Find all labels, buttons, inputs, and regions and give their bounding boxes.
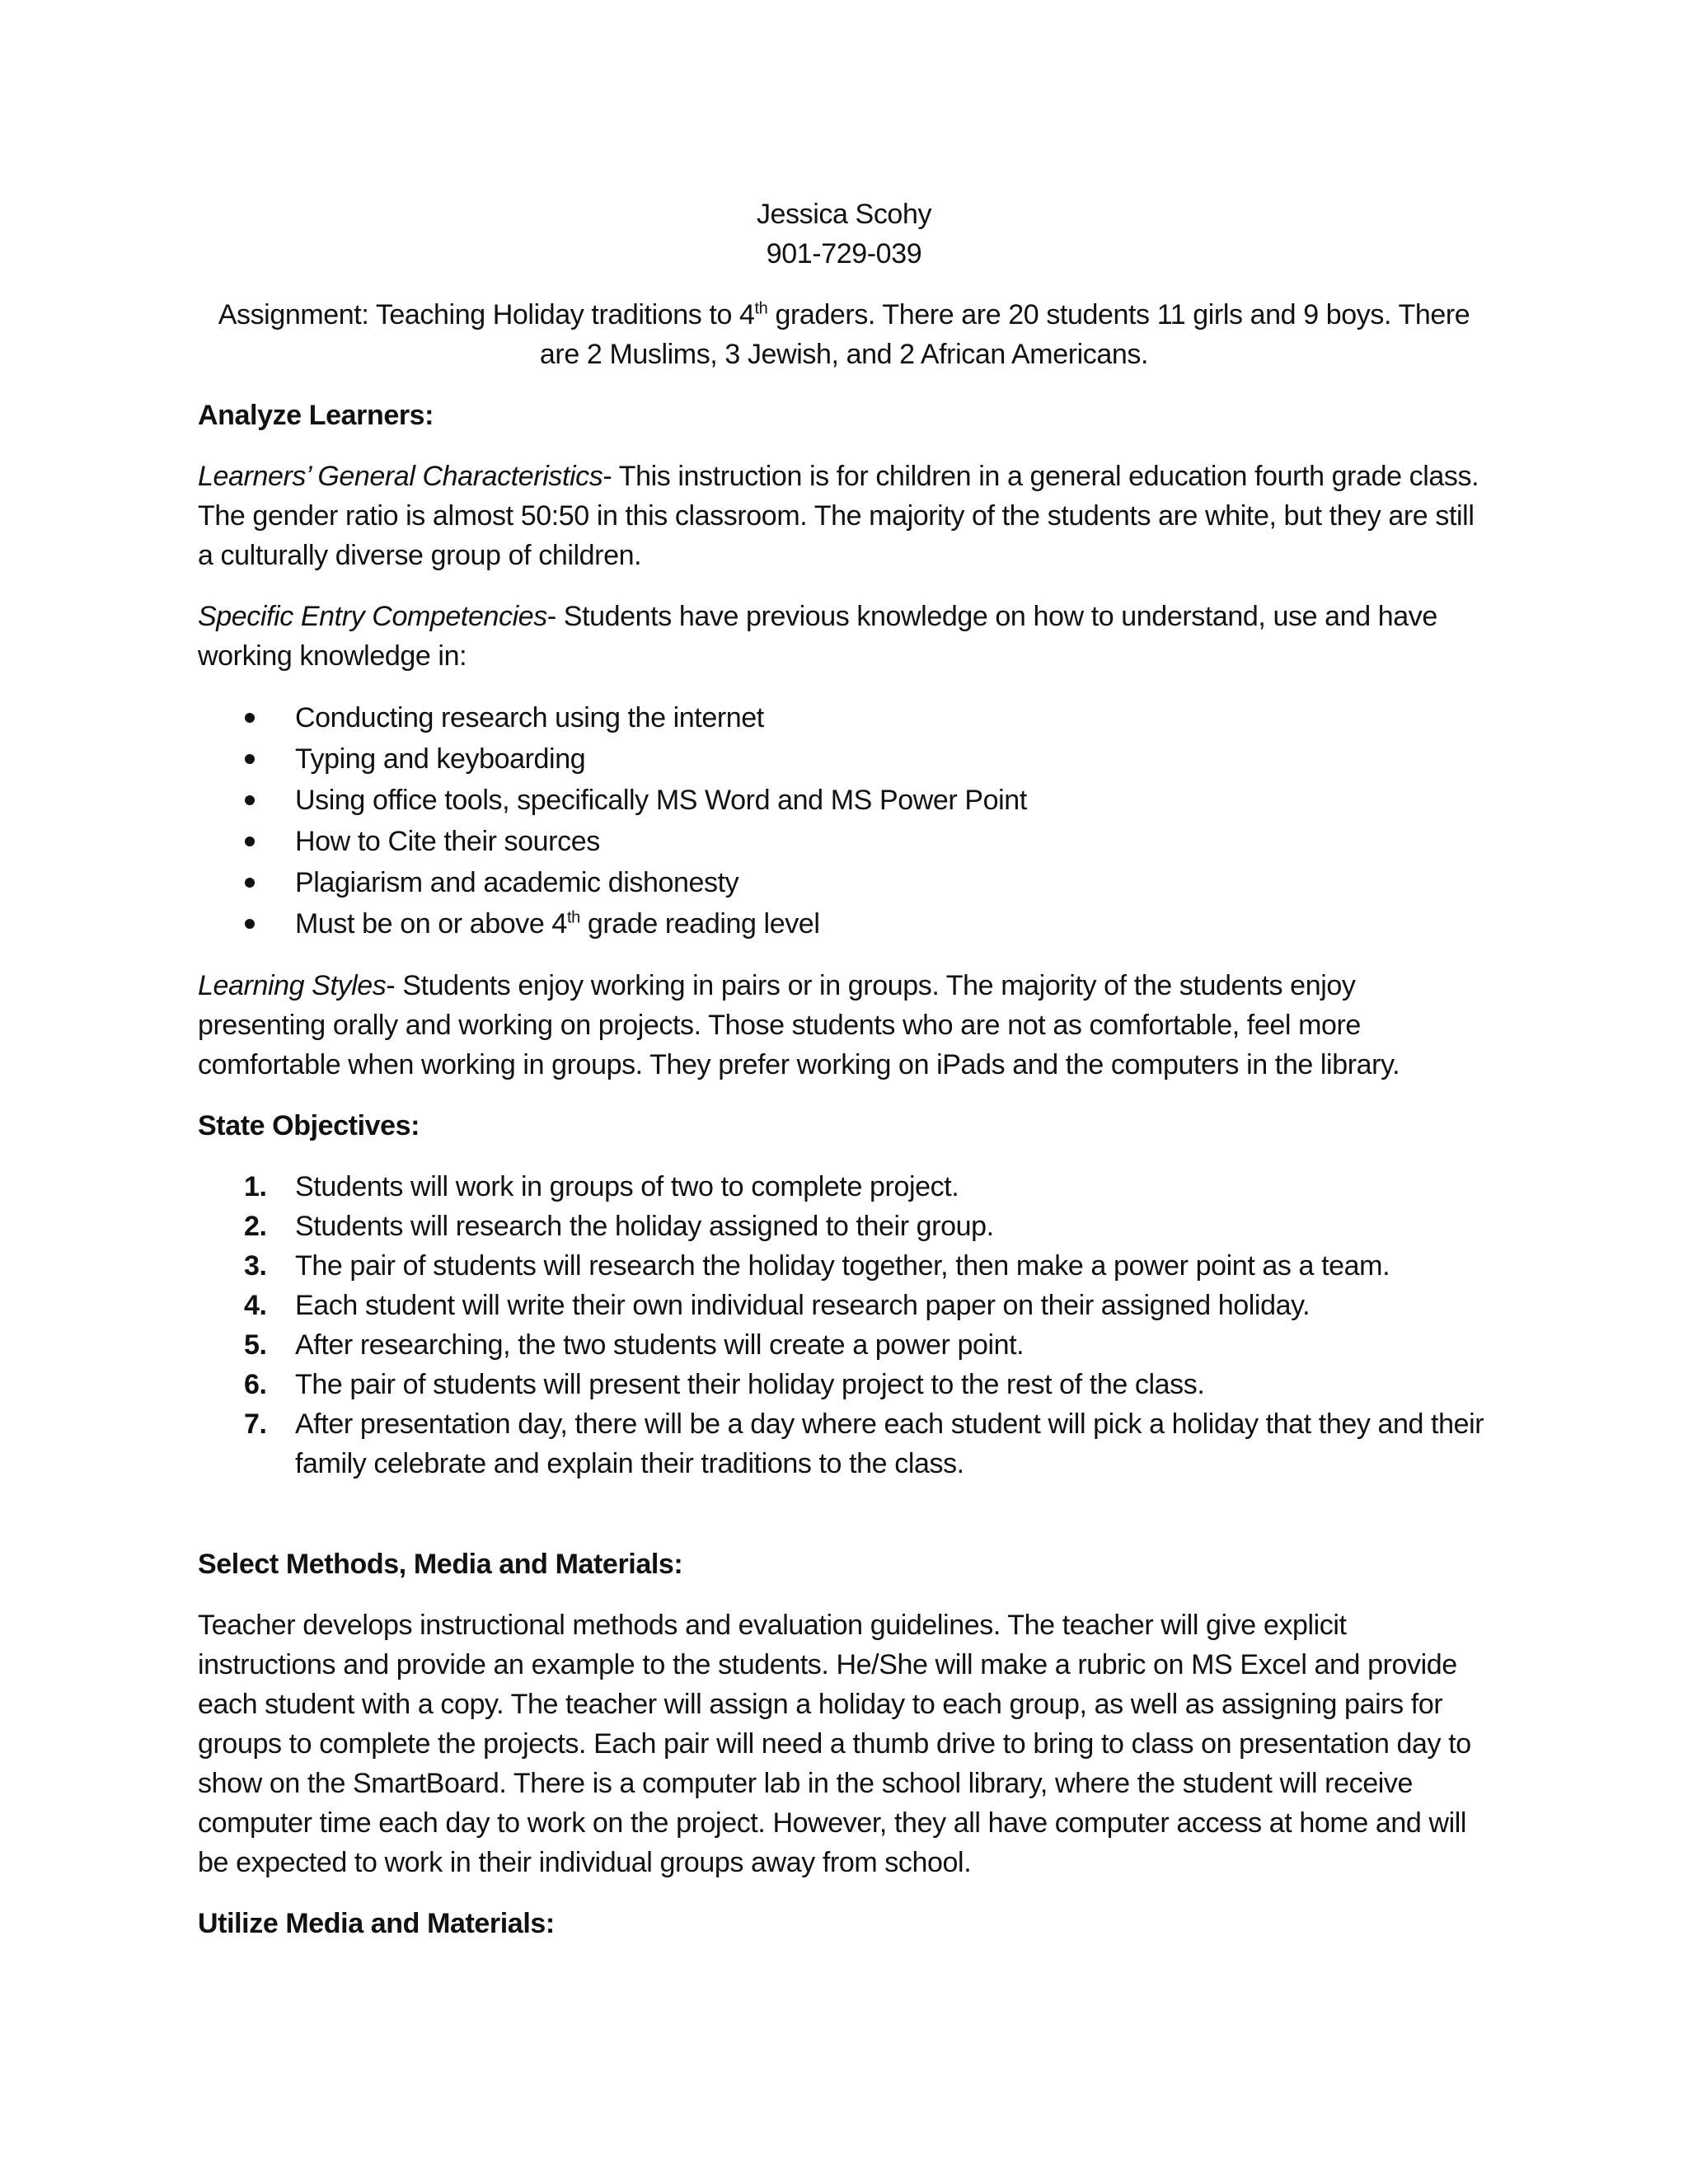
list-item — [198, 697, 1490, 738]
objective-text: After presentation day, there will be a day where each student will pick a holiday that they and their family celebrate and explain their traditions to the class. — [295, 1408, 1484, 1479]
state-objectives-heading: State Objectives: — [198, 1110, 420, 1141]
bullet-icon — [245, 919, 255, 929]
objective-number: 5. — [244, 1329, 267, 1361]
competency-suffix: grade reading level — [579, 908, 820, 940]
list-item — [198, 862, 1490, 903]
objective-number: 6. — [244, 1369, 267, 1400]
objective-text: Each student will write their own individual research paper on their assigned holiday. — [295, 1290, 1311, 1321]
list-item — [198, 1325, 1490, 1365]
assignment-suffix: graders. There are 20 students 11 girls and 9 boys. There are 2 Muslims, 3 Jewish, and 2 African Americans. — [539, 299, 1470, 370]
competency-text: How to Cite their sources — [295, 826, 600, 857]
objective-number: 3. — [244, 1250, 267, 1282]
assignment-statement — [198, 295, 1490, 374]
select-methods-heading: Select Methods, Media and Materials: — [198, 1549, 683, 1580]
general-characteristics-text: - This instruction is for children in a general education fourth grade class. The gender ratio is almost 50:50 in this classroom. The majority of the students are white, but they are still a culturally diverse group of children. — [198, 461, 1479, 571]
competency-prefix: Must be on or above 4 — [295, 908, 567, 940]
objective-text: The pair of students will research the holiday together, then make a power point as a team. — [295, 1250, 1390, 1282]
entry-competencies-label: Specific Entry Competencies — [198, 601, 547, 632]
objective-number: 1. — [244, 1171, 267, 1202]
objective-number: 4. — [244, 1290, 267, 1321]
list-item — [198, 903, 1490, 944]
author-name: Jessica Scohy — [756, 199, 932, 230]
learning-styles-text: - Students enjoy working in pairs or in groups. The majority of the students enjoy presenting orally and working on projects. Those students who are not as comfortable, feel more comfortable when working in groups. They prefer working on iPads and the computers in the library. — [198, 970, 1400, 1080]
objective-text: Students will research the holiday assigned to their group. — [295, 1211, 994, 1242]
bullet-icon — [245, 795, 255, 805]
objective-text: The pair of students will present their holiday project to the rest of the class. — [295, 1369, 1205, 1400]
learning-styles-label: Learning Styles — [198, 970, 387, 1001]
bullet-icon — [245, 713, 255, 723]
list-item — [198, 1365, 1490, 1404]
competency-text: Using office tools, specifically MS Word and MS Power Point — [295, 785, 1027, 816]
general-characteristics-label: Learners’ General Characteristics — [198, 461, 603, 492]
list-item — [198, 780, 1490, 821]
objective-number: 7. — [244, 1408, 267, 1440]
entry-competencies-paragraph — [198, 597, 1490, 676]
competencies-list — [198, 697, 1490, 944]
bullet-icon — [245, 754, 255, 764]
select-methods-paragraph: Teacher develops instructional methods and evaluation guidelines. The teacher will give explicit instructions and provide an example to the students. He/She will make a rubric on MS Excel and provide each student with a copy. The teacher will assign a holiday to each group, as well as assigning pairs for groups to complete the projects. Each pair will need a thumb drive to bring to class on presentation day to show on the SmartBoard. There is a computer lab in the school library, where the student will receive computer time each day to work on the project. However, they all have computer access at home and will be expected to work in their individual groups away from school. — [198, 1610, 1471, 1878]
entry-competencies-text: - Students have previous knowledge on how to understand, use and have working knowledge in: — [198, 601, 1437, 672]
competency-text: Plagiarism and academic dishonesty — [295, 867, 739, 898]
list-item — [198, 1167, 1490, 1207]
objective-text: Students will work in groups of two to complete project. — [295, 1171, 959, 1202]
list-item — [198, 1246, 1490, 1286]
list-item — [198, 1286, 1490, 1325]
author-header — [198, 194, 1490, 274]
competency-text: Typing and keyboarding — [295, 743, 586, 775]
competency-superscript: th — [566, 908, 580, 927]
list-item — [198, 1404, 1490, 1483]
learning-styles-paragraph — [198, 966, 1490, 1085]
document-body — [198, 194, 1490, 1943]
analyze-learners-heading: Analyze Learners: — [198, 400, 434, 431]
list-item — [198, 821, 1490, 862]
objectives-list — [198, 1167, 1490, 1483]
list-item — [198, 738, 1490, 780]
author-id: 901-729-039 — [766, 238, 922, 269]
assignment-superscript: th — [754, 299, 768, 318]
bullet-icon — [245, 837, 255, 846]
section-spacer — [198, 1483, 1490, 1523]
utilize-media-heading: Utilize Media and Materials: — [198, 1908, 555, 1939]
competency-text: Conducting research using the internet — [295, 702, 764, 733]
general-characteristics-paragraph — [198, 457, 1490, 575]
objective-number: 2. — [244, 1211, 267, 1242]
bullet-icon — [245, 878, 255, 888]
assignment-prefix: Assignment: Teaching Holiday traditions to 4 — [218, 299, 755, 330]
list-item — [198, 1207, 1490, 1246]
objective-text: After researching, the two students will create a power point. — [295, 1329, 1025, 1361]
